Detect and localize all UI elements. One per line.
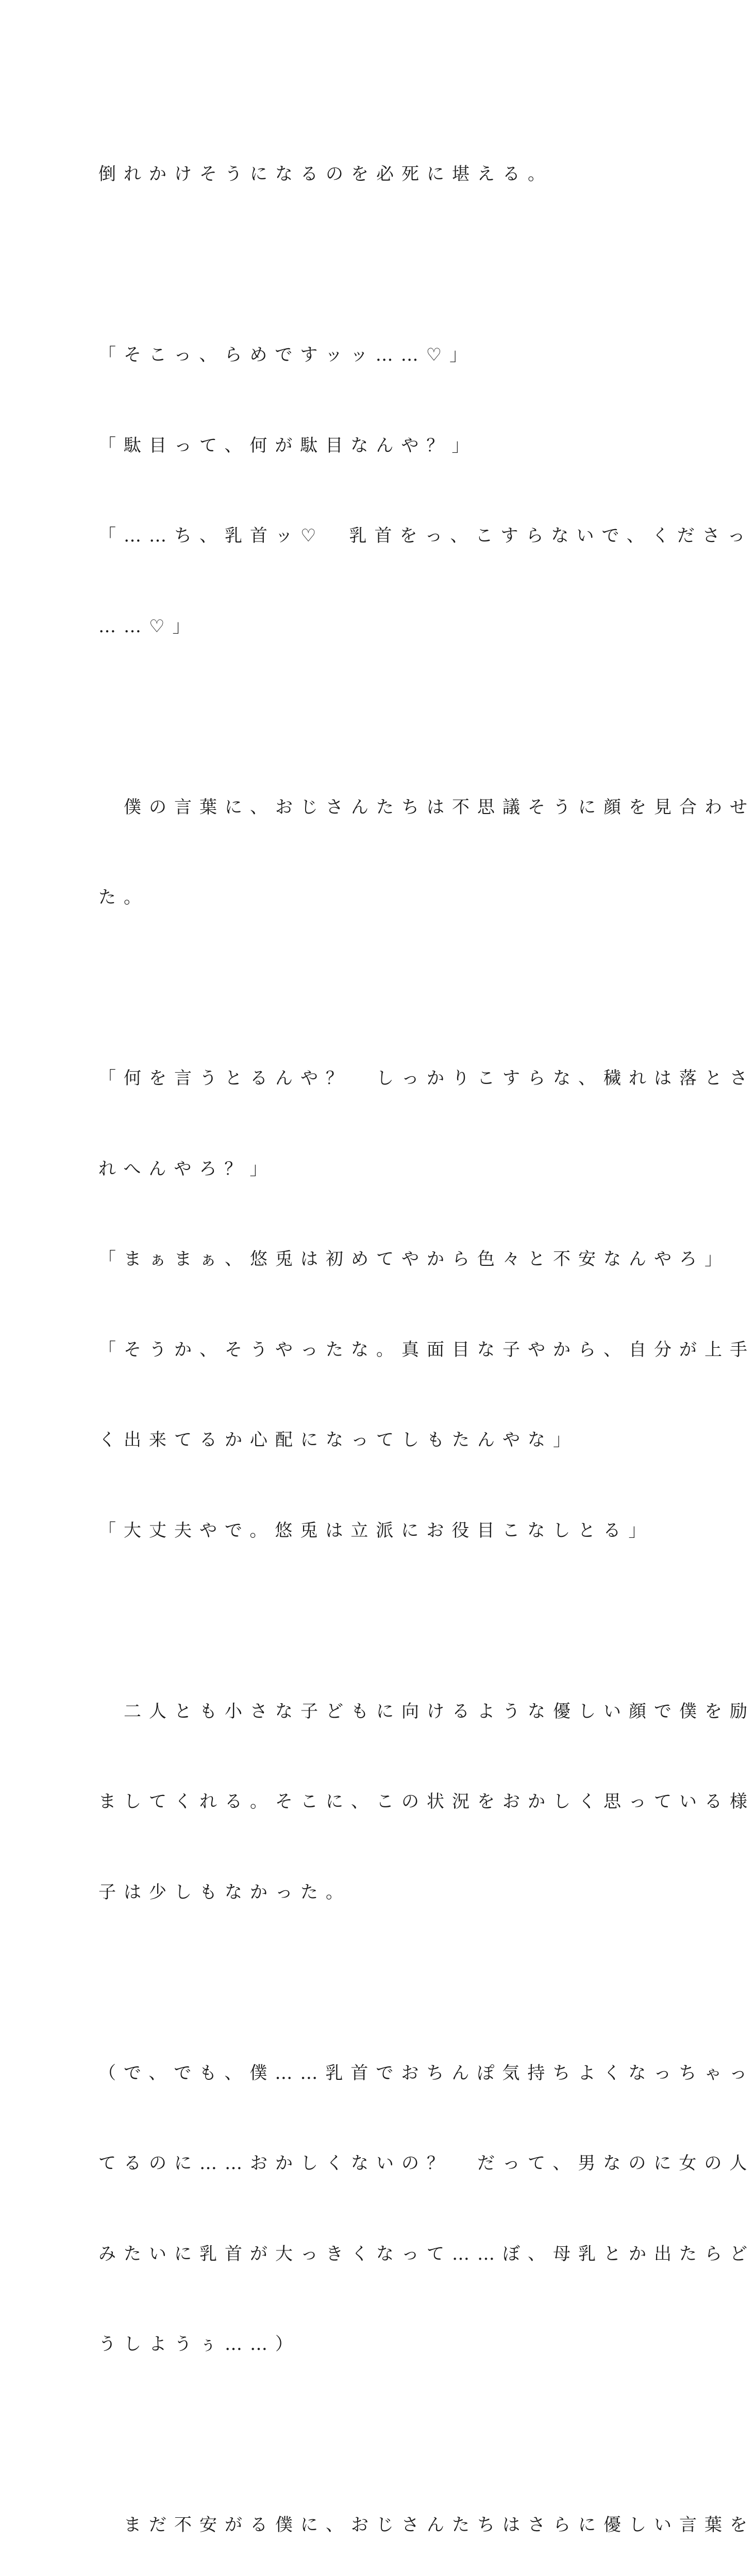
blank-line [98, 1606, 629, 1636]
text-line: てるのに……おかしくないの？ だって、男なのに女の人 [98, 2153, 755, 2174]
text-line: 「そうか、そうやったな。真面目な子やから、自分が上手 [98, 1339, 755, 1360]
text-line: 子は少しもなかった。 [98, 1882, 351, 1903]
text-line: （で、でも、僕……乳首でおちんぽ気持ちよくなっちゃっ [98, 2062, 755, 2083]
text-line: 倒れかけそうになるのを必死に堪える。 [98, 164, 553, 184]
text-line: れへんやろ？」 [98, 1158, 275, 1179]
text-line: 僕の言葉に、おじさんたちは不思議そうに顔を見合わせ [98, 796, 755, 818]
text-line: 「駄目って、何が駄目なんや？」 [98, 435, 477, 456]
blank-line [98, 1968, 629, 1998]
text-line: く出来てるか心配になってしもたんやな」 [98, 1430, 578, 1450]
body-text [98, 99, 755, 2576]
text-line: ……♡」 [98, 616, 198, 637]
text-line: ましてくれる。そこに、この状況をおかしく思っている様 [98, 1791, 755, 1812]
blank-line [98, 2420, 629, 2450]
blank-line [98, 973, 629, 1004]
text-line: 「……ち、乳首ッ♡ 乳首をっ、こすらないで、くださっ [98, 526, 753, 546]
text-line: うしようぅ……） [98, 2334, 300, 2354]
text-line: 「まぁまぁ、悠兎は初めてやから色々と不安なんやろ」 [98, 1249, 730, 1269]
blank-line [98, 702, 629, 732]
text-line: みたいに乳首が大っきくなって……ぼ、母乳とか出たらど [98, 2243, 755, 2264]
text-line: た。 [98, 887, 149, 908]
text-line: 「そこっ、らめですッッ……♡」 [98, 345, 475, 365]
blank-line [98, 250, 629, 280]
text-line: 「大丈夫やで。悠兎は立派にお役目こなしとる」 [98, 1520, 654, 1541]
text-line: まだ不安がる僕に、おじさんたちはさらに優しい言葉を [98, 2515, 755, 2535]
text-line: 二人とも小さな子どもに向けるような優しい顔で僕を励 [98, 1701, 755, 1722]
text-line: 「何を言うとるんや？ しっかりこすらな、穢れは落とさ [98, 1068, 755, 1089]
